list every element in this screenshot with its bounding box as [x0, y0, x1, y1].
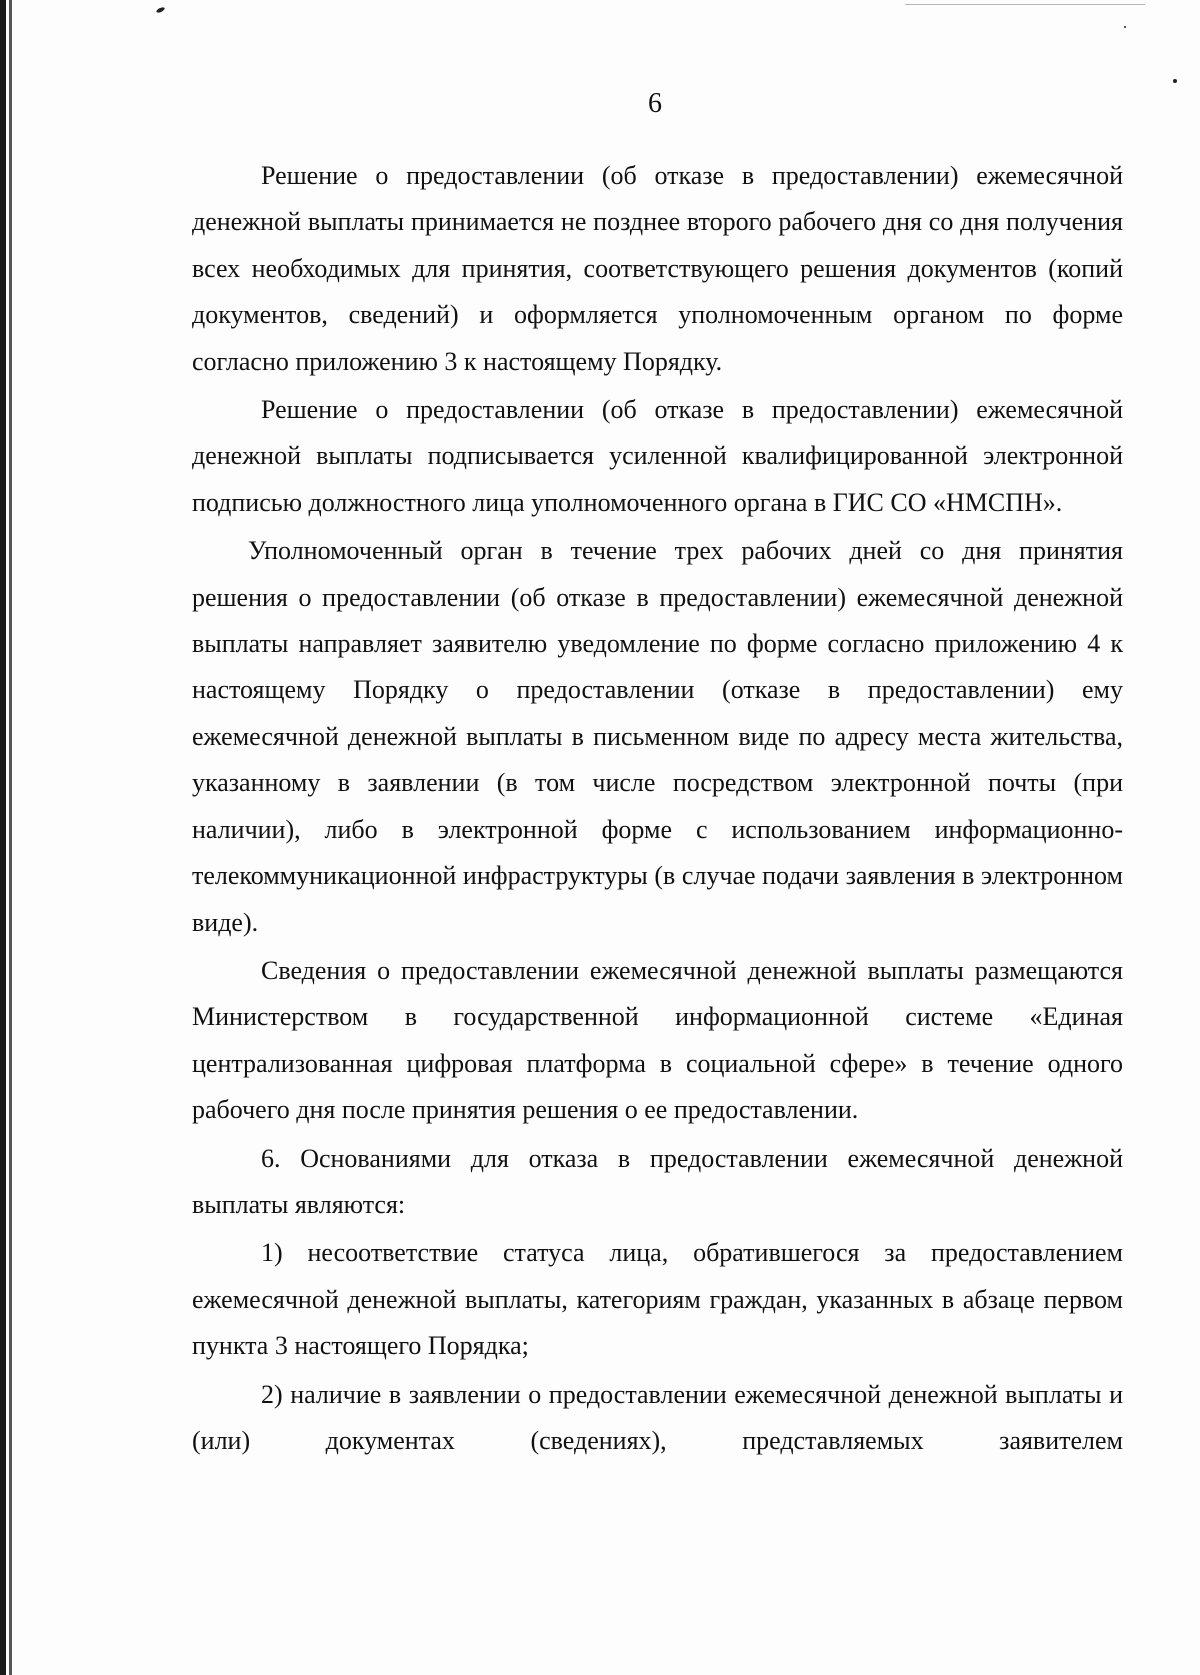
scan-binding-edge-inner [9, 0, 12, 1675]
paragraph-refusal-grounds-intro: 6. Основаниями для отказа в предоставлении ежемесячной денежной выплаты являются: [192, 1143, 1123, 1219]
paragraph-information-placement: Сведения о предоставлении ежемесячной денежной выплаты размещаются Министерством в государственной информационной системе «Единая централизованная цифровая платформа в социальной сфере» в течение одного рабочего дня после принятия решения о ее предоставлении. [192, 955, 1123, 1125]
scan-speck [156, 6, 166, 13]
document-body [192, 153, 1123, 1466]
paragraph-decision-timing: Решение о предоставлении (об отказе в предоставлении) ежемесячной денежной выплаты принимается не позднее второго рабочего дня со дня получения всех необходимых для принятия, соответствующего решения документов (копий документов, сведений) и оформляется уполномоченным органом по форме согласно приложению 3 к настоящему Порядку. [192, 161, 1123, 376]
paragraph-refusal-ground-1: 1) несоответствие статуса лица, обратившегося за предоставлением ежемесячной денежной выплаты, категориям граждан, указанных в абзаце первом пункта 3 настоящего Порядка; [192, 1238, 1123, 1361]
scan-top-rule [905, 4, 1145, 5]
scan-speck [1173, 79, 1177, 83]
paragraph-refusal-ground-2: 2) наличие в заявлении о предоставлении ежемесячной денежной выплаты и (или) документах (сведениях), представляемых заявителем [192, 1379, 1123, 1455]
scan-binding-edge [0, 0, 6, 1675]
page-number: 6 [648, 88, 662, 119]
paragraph-decision-signature: Решение о предоставлении (об отказе в предоставлении) ежемесячной денежной выплаты подписывается усиленной квалифицированной электронной подписью должностного лица уполномоченного органа в ГИС СО «НМСПН». [192, 395, 1123, 517]
scan-speck [1124, 26, 1126, 28]
paragraph-notification: Уполномоченный орган в течение трех рабочих дней со дня принятия решения о предоставлении (об отказе в предоставлении) ежемесячной денежной выплаты направляет заявителю уведомление по форме согласно приложению 4 к настоящему Порядку о предоставлении (отказе в предоставлении) ему ежемесячной денежной выплаты в письменном виде по адресу места жительства, указанному в заявлении (в том числе посредством электронной почты (при наличии), либо в электронной форме с использованием информационно-телекоммуникационной инфраструктуры (в случае подачи заявления в электронном виде). [192, 536, 1123, 937]
